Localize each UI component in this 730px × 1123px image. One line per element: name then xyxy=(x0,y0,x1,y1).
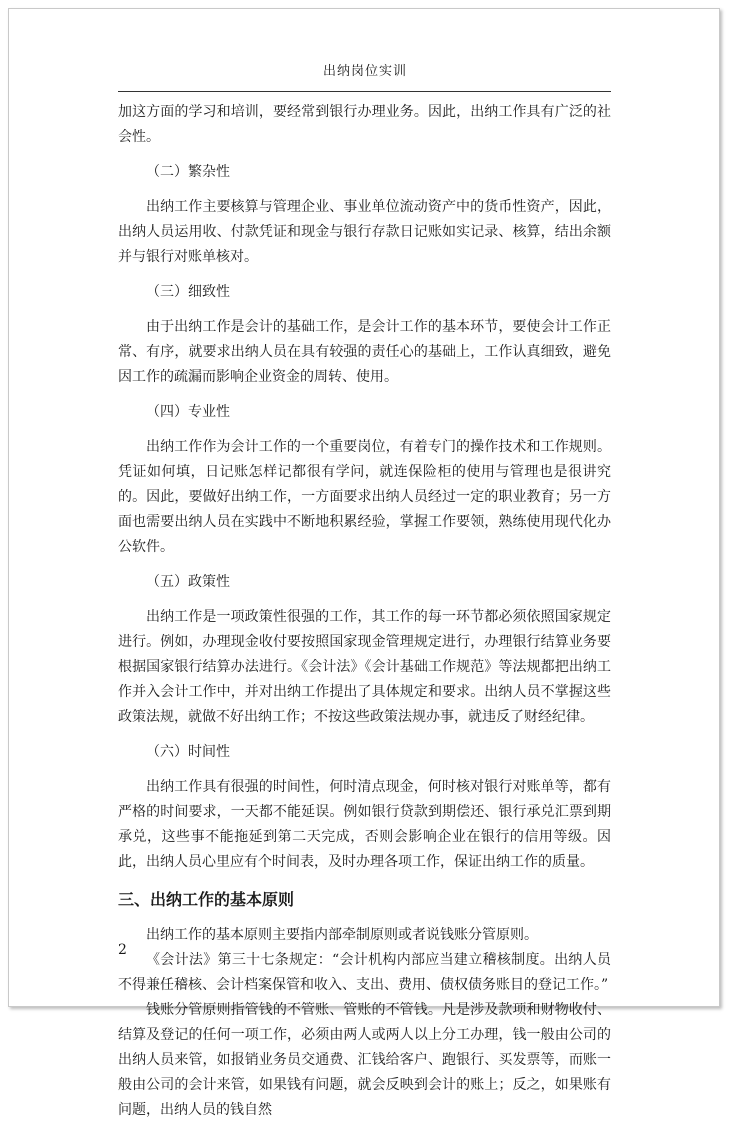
subheading-complexity: （二）繁杂性 xyxy=(146,164,230,180)
paragraph-accounting-law-quote: 《会计法》第三十七条规定：“会计机构内部应当建立稽核制度。出纳人员不得兼任稽核、会计档案保管和收入、支出、费用、债权债务账目的登记工作。” xyxy=(118,952,611,993)
paragraph-meticulousness: 由于出纳工作是会计的基础工作，是会计工作的基本环节，要使会计工作正常、有序，就要求出纳人员在具有较强的责任心的基础上，工作认真细致，避免因工作的疏漏而影响企业资金的周转、使用。 xyxy=(118,319,611,385)
paragraph-policy: 出纳工作是一项政策性很强的工作，其工作的每一环节都必须依照国家规定进行。例如，办理现金收付要按照国家现金管理规定进行，办理银行结算业务要根据国家银行结算办法进行。《会计法》《会计基础工作规范》等法规都把出纳工作并入会计工作中，并对出纳工作提出了具体规定和要求。出纳人员不掌握这些政策法规，就做不好出纳工作；不按这些政策法规办事，就违反了财经纪律。 xyxy=(118,609,611,725)
paragraph-principle-intro: 出纳工作的基本原则主要指内部牵制原则或者说钱账分管原则。 xyxy=(146,927,538,943)
paragraph-separation-principle: 钱账分管原则指管钱的不管账、管账的不管钱。凡是涉及款项和财物收付、结算及登记的任何一项工作，必须由两人或两人以上分工办理，钱一般由公司的出纳人员来管，如报销业务员交通费、汇钱给客户、跑银行、买发票等，而账一般由公司的会计来管，如果钱有问题，就会反映到会计的账上；反之，如果账有问题，出纳人员的钱自然 xyxy=(118,1002,611,1118)
paragraph-complexity: 出纳工作主要核算与管理企业、事业单位流动资产中的货币性资产，因此，出纳人员运用收、付款凭证和现金与银行存款日记账如实记录、核算，结出余额并与银行对账单核对。 xyxy=(118,199,611,265)
subheading-meticulousness: （三）细致性 xyxy=(146,284,230,300)
subheading-professionalism: （四）专业性 xyxy=(146,404,230,420)
subheading-policy: （五）政策性 xyxy=(146,574,230,590)
running-header-title: 出纳岗位实训 xyxy=(322,64,407,79)
subheading-timeliness: （六）时间性 xyxy=(146,744,230,760)
paragraph-continued: 加这方面的学习和培训，要经常到银行办理业务。因此，出纳工作具有广泛的社会性。 xyxy=(118,104,611,145)
section-heading-basic-principles: 三、出纳工作的基本原则 xyxy=(118,890,295,909)
page-content xyxy=(118,100,611,1123)
page-number: 2 xyxy=(118,942,127,958)
paragraph-professionalism: 出纳工作作为会计工作的一个重要岗位，有着专门的操作技术和工作规则。凭证如何填，日记账怎样记都很有学问，就连保险柜的使用与管理也是很讲究的。因此，要做好出纳工作，一方面要求出纳人员经过一定的职业教育；另一方面也需要出纳人员在实践中不断地积累经验，掌握工作要领，熟练使用现代化办公软件。 xyxy=(118,439,611,555)
paragraph-timeliness: 出纳工作具有很强的时间性，何时清点现金，何时核对银行对账单等，都有严格的时间要求，一天都不能延误。例如银行贷款到期偿还、银行承兑汇票到期承兑，这些事不能拖延到第二天完成，否则会影响企业在银行的信用等级。因此，出纳人员心里应有个时间表，及时办理各项工作，保证出纳工作的质量。 xyxy=(118,779,611,870)
header-rule xyxy=(118,91,611,92)
